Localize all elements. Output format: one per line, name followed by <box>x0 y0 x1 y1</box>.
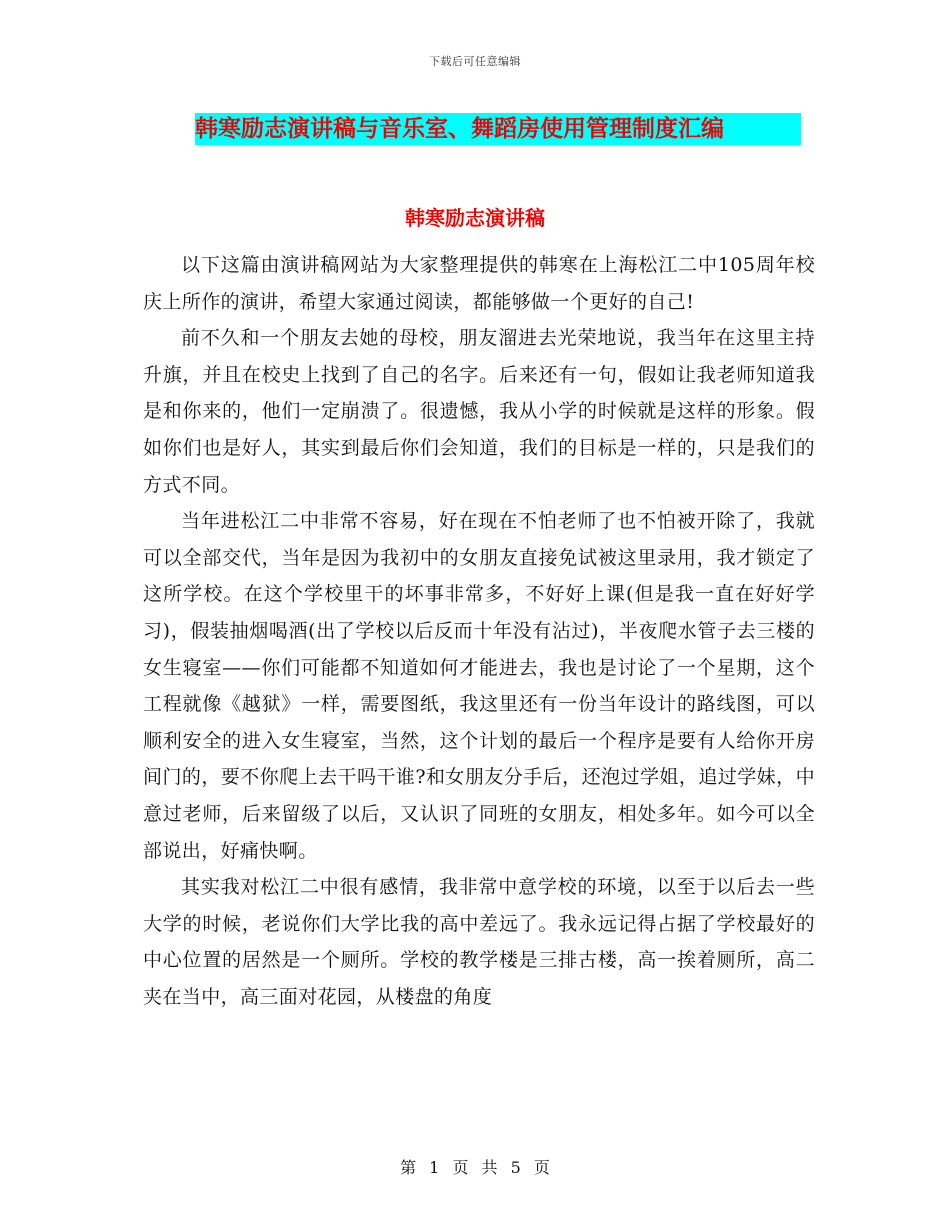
header-note: 下载后可任意编辑 <box>429 55 521 68</box>
section-title: 韩寒励志演讲稿 <box>405 206 545 230</box>
paragraph: 前不久和一个朋友去她的母校，朋友溜进去光荣地说，我当年在这里主持升旗，并且在校史上找到了自己的名字。后来还有一句，假如让我老师知道我是和你来的，他们一定崩溃了。很遗憾，我从小学的时候就是这样的形象。假如你们也是好人，其实到最后你们会知道，我们的目标是一样的，只是我们的方式不同。 <box>143 327 815 496</box>
page-number-footer: 第 1 页 共 5 页 <box>400 1158 550 1177</box>
paragraph: 当年进松江二中非常不容易，好在现在不怕老师了也不怕被开除了，我就可以全部交代，当年是因为我初中的女朋友直接免试被这里录用，我才锁定了这所学校。在这个学校里干的坏事非常多，不好好上课(但是我一直在好好学习)，假装抽烟喝酒(出了学校以后反而十年没有沾过)，半夜爬水管子去三楼的女生寝室——你们可能都不知道如何才能进去，我也是讨论了一个星期，这个工程就像《越狱》一样，需要图纸，我这里还有一份当年设计的路线图，可以顺利安全的进入女生寝室，当然，这个计划的最后一个程序是要有人给你开房间门的，要不你爬上去干吗干谁?和女朋友分手后，还泡过学姐，追过学妹，中意过老师，后来留级了以后，又认识了同班的女朋友，相处多年。如今可以全部说出，好痛快啊。 <box>143 510 815 862</box>
paragraph: 其实我对松江二中很有感情，我非常中意学校的环境，以至于以后去一些大学的时候，老说你们大学比我的高中差远了。我永远记得占据了学校最好的中心位置的居然是一个厕所。学校的教学楼是三排古楼，高一挨着厕所，高二夹在当中，高三面对花园，从楼盘的角度 <box>143 876 815 1008</box>
document-body <box>143 247 815 1015</box>
document-main-title: 韩寒励志演讲稿与音乐室、舞蹈房使用管理制度汇编 <box>195 113 801 145</box>
paragraph: 以下这篇由演讲稿网站为大家整理提供的韩寒在上海松江二中105周年校庆上所作的演讲，希望大家通过阅读，都能够做一个更好的自己! <box>143 254 815 313</box>
